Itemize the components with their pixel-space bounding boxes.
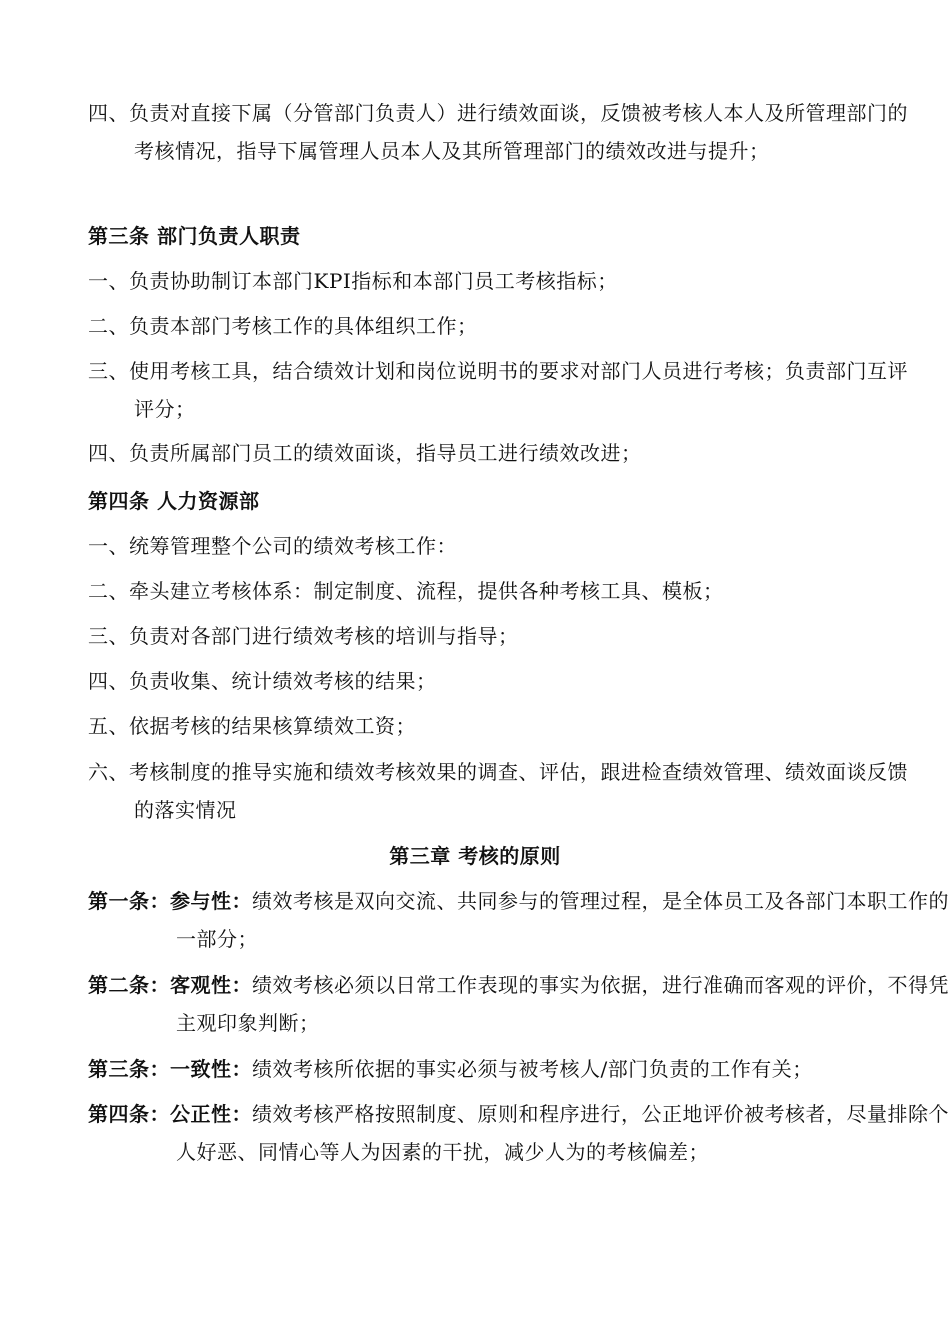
- article-item: [88, 882, 950, 958]
- list-item: 六、考核制度的推导实施和绩效考核效果的调查、评估，跟进检查绩效管理、绩效面谈反馈的落实情况: [88, 760, 908, 822]
- chapter-title: 第三章 考核的原则: [389, 844, 561, 868]
- list-item: 三、负责对各部门进行绩效考核的培训与指导；: [88, 624, 519, 648]
- article-item: [88, 966, 950, 1042]
- list-item: 五、依据考核的结果核算绩效工资；: [88, 714, 416, 738]
- list-item: 二、负责本部门考核工作的具体组织工作；: [88, 314, 478, 338]
- article-text: 绩效考核是双向交流、共同参与的管理过程，是全体员工及各部门本职工作的一部分；: [176, 889, 949, 951]
- article-text: 绩效考核严格按照制度、原则和程序进行，公正地评价被考核者，尽量排除个人好恶、同情心等人为因素的干扰，减少人为的考核偏差；: [176, 1102, 949, 1164]
- article-label: 第一条：参与性：: [88, 889, 252, 913]
- section-heading: 第四条 人力资源部: [88, 489, 260, 513]
- list-item: 三、使用考核工具，结合绩效计划和岗位说明书的要求对部门人员进行考核；负责部门互评评分；: [88, 359, 908, 421]
- list-item: 四、负责所属部门员工的绩效面谈，指导员工进行绩效改进；: [88, 441, 642, 465]
- list-item: 二、牵头建立考核体系：制定制度、流程，提供各种考核工具、模板；: [88, 579, 724, 603]
- list-item: 四、负责对直接下属（分管部门负责人）进行绩效面谈，反馈被考核人本人及所管理部门的考核情况，指导下属管理人员本人及其所管理部门的绩效改进与提升；: [88, 101, 908, 163]
- article-label: 第二条：客观性：: [88, 973, 252, 997]
- article-label: 第三条：一致性：: [88, 1057, 252, 1081]
- list-item: 一、负责协助制订本部门KPI指标和本部门员工考核指标；: [88, 269, 618, 293]
- article-item: [88, 1095, 950, 1171]
- section-heading: 第三条 部门负责人职责: [88, 224, 301, 248]
- article-text: 绩效考核所依据的事实必须与被考核人/部门负责的工作有关；: [252, 1057, 813, 1081]
- list-item: 四、负责收集、统计绩效考核的结果；: [88, 669, 437, 693]
- article-item: [88, 1050, 950, 1088]
- list-item: 一、统筹管理整个公司的绩效考核工作：: [88, 534, 457, 558]
- article-label: 第四条：公正性：: [88, 1102, 252, 1126]
- article-text: 绩效考核必须以日常工作表现的事实为依据，进行准确而客观的评价，不得凭主观印象判断；: [176, 973, 949, 1035]
